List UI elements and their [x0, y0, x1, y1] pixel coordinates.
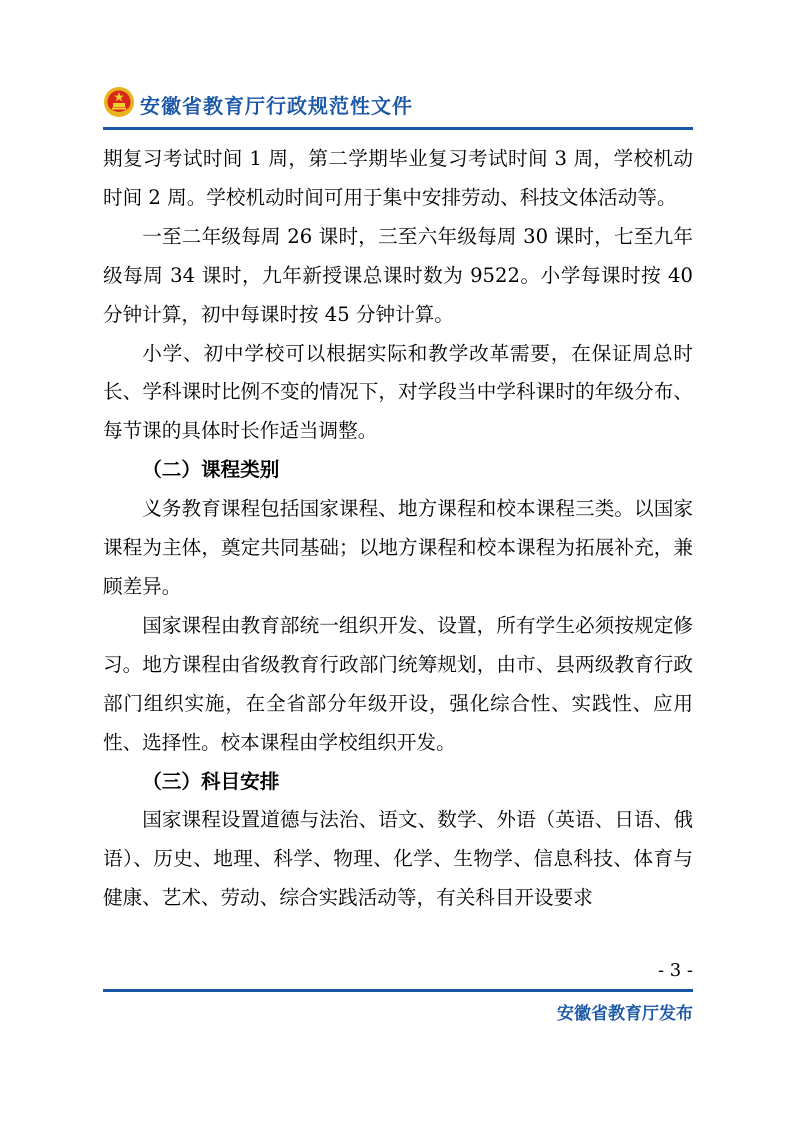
- section-heading: （二）课程类别: [142, 458, 280, 482]
- body-paragraph: 义务教育课程包括国家课程、地方课程和校本课程三类。以国家课程为主体，奠定共同基础；以地方课程和校本课程为拓展补充，兼顾差异。: [103, 497, 693, 598]
- header-divider: [103, 127, 693, 130]
- document-body: [103, 140, 693, 918]
- national-emblem-icon: [103, 86, 135, 118]
- body-paragraph: 国家课程设置道德与法治、语文、数学、外语（英语、日语、俄语）、历史、地理、科学、物理、化学、生物学、信息科技、体育与健康、艺术、劳动、综合实践活动等，有关科目开设要求: [103, 808, 693, 910]
- body-paragraph: 小学、初中学校可以根据实际和教学改革需要，在保证周总时长、学科课时比例不变的情况下，对学段当中学科课时的年级分布、每节课的具体时长作适当调整。: [103, 341, 693, 443]
- footer-divider: [103, 989, 693, 992]
- page-number: - 3 -: [657, 960, 693, 981]
- body-paragraph: 期复习考试时间 1 周，第二学期毕业复习考试时间 3 周，学校机动时间 2 周。学校机动时间可用于集中安排劳动、科技文体活动等。: [103, 147, 693, 209]
- footer-publisher: 安徽省教育厅发布: [557, 1004, 693, 1024]
- document-header: [103, 84, 693, 124]
- body-paragraph: 一至二年级每周 26 课时，三至六年级每周 30 课时，七至九年级每周 34 课时，九年新授课总课时数为 9522。小学每课时按 40 分钟计算，初中每课时按 45 分钟计算。: [103, 224, 693, 326]
- header-title: 安徽省教育厅行政规范性文件: [140, 94, 413, 118]
- body-paragraph: 国家课程由教育部统一组织开发、设置，所有学生必须按规定修习。地方课程由省级教育行政部门统筹规划，由市、县两级教育行政部门组织实施，在全省部分年级开设，强化综合性、实践性、应用性、选择性。校本课程由学校组织开发。: [103, 613, 693, 754]
- section-heading: （三）科目安排: [142, 769, 280, 793]
